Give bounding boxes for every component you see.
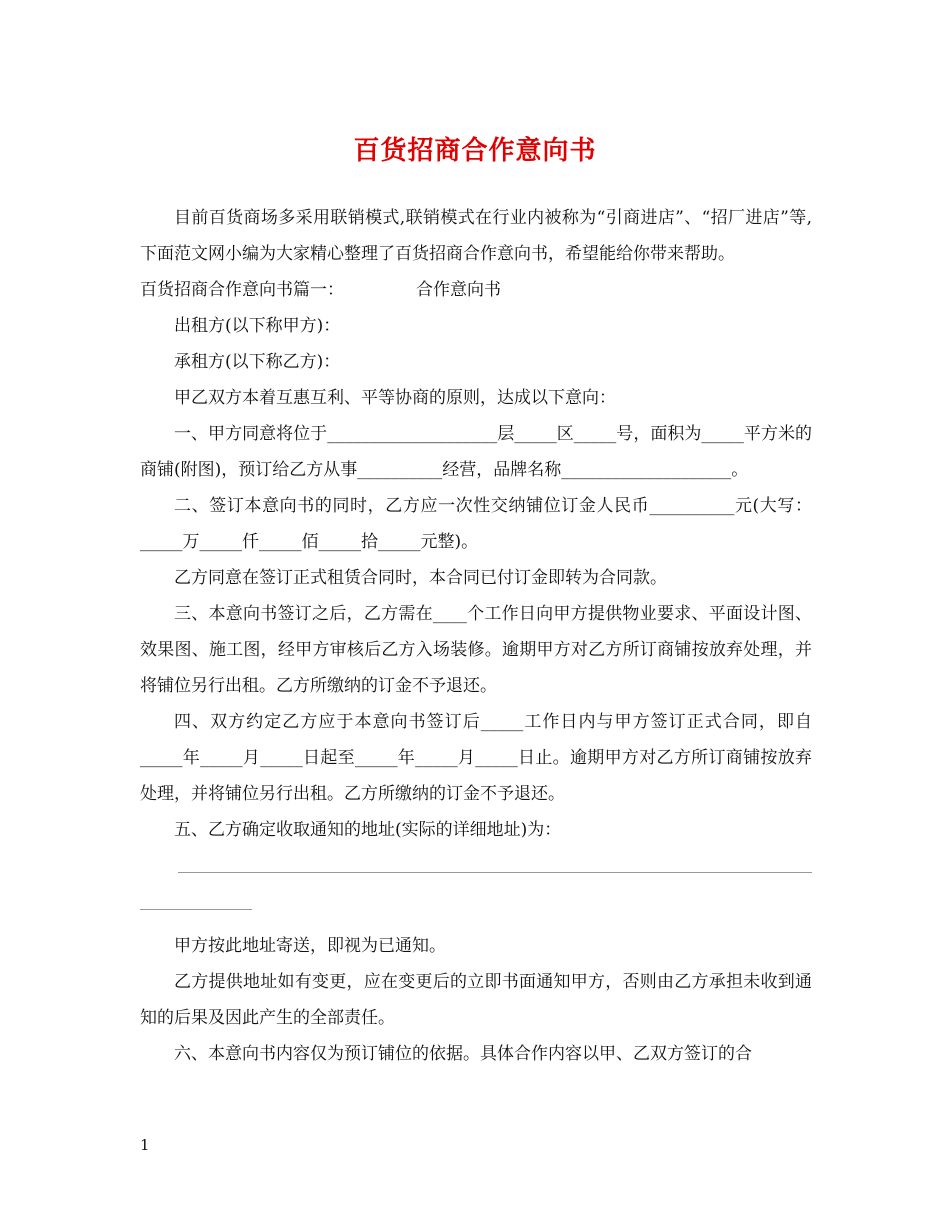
page-number: 1 xyxy=(140,1136,150,1154)
address-blank-line xyxy=(178,872,812,873)
clause-5-change: 乙方提供地址如有变更，应在变更后的立即书面通知甲方，否则由乙方承担未收到通知的后果及因此产生的全部责任。 xyxy=(140,972,812,1028)
section-subtitle: 合作意向书 xyxy=(416,280,501,300)
section-heading xyxy=(140,272,812,308)
clause-5-notice: 甲方按此地址寄送，即视为已通知。 xyxy=(174,936,446,956)
clause-1: 一、甲方同意将位于____________________层_____区_____号，面积为_____平方米的商铺(附图)，预订给乙方从事__________经营，品牌名称____________________。 xyxy=(140,424,812,480)
intro-paragraph: 目前百货商场多采用联销模式,联销模式在行业内被称为“引商进店”、“招厂进店”等,下面范文网小编为大家精心整理了百货招商合作意向书，希望能给你带来帮助。 xyxy=(140,208,812,264)
clause-6: 六、本意向书内容仅为预订铺位的依据。具体合作内容以甲、乙双方签订的合 xyxy=(174,1044,752,1064)
preamble-paragraph: 甲乙双方本着互惠互利、平等协商的原则，达成以下意向： xyxy=(174,388,616,408)
document-body xyxy=(140,200,812,1072)
clause-5: 五、乙方确定收取通知的地址(实际的详细地址)为： xyxy=(174,820,562,840)
clause-3: 三、本意向书签订之后，乙方需在____个工作日向甲方提供物业要求、平面设计图、效果图、施工图，经甲方审核后乙方入场装修。逾期甲方对乙方所订商铺按放弃处理，并将铺位另行出租。乙方所缴纳的订金不予退还。 xyxy=(140,604,812,696)
document-title: 百货招商合作意向书 xyxy=(353,136,597,166)
clause-2: 二、签订本意向书的同时，乙方应一次性交纳铺位订金人民币__________元(大写：_____万_____仟_____佰_____拾_____元整)。 xyxy=(140,496,812,552)
section-heading-label: 百货招商合作意向书篇一： xyxy=(140,280,344,300)
lessee-line: 承租方(以下称乙方)： xyxy=(174,352,341,372)
clause-4: 四、双方约定乙方应于本意向书签订后_____工作日内与甲方签订正式合同，即自_____年_____月_____日起至_____年_____月_____日止。逾期甲方对乙方所订商铺按放弃处理，并将铺位另行出租。乙方所缴纳的订金不予退还。 xyxy=(140,712,812,804)
clause-2-note: 乙方同意在签订正式租赁合同时，本合同已付订金即转为合同款。 xyxy=(174,568,667,588)
lessor-line: 出租方(以下称甲方)： xyxy=(174,316,341,336)
address-blank-line-continued xyxy=(140,909,252,910)
